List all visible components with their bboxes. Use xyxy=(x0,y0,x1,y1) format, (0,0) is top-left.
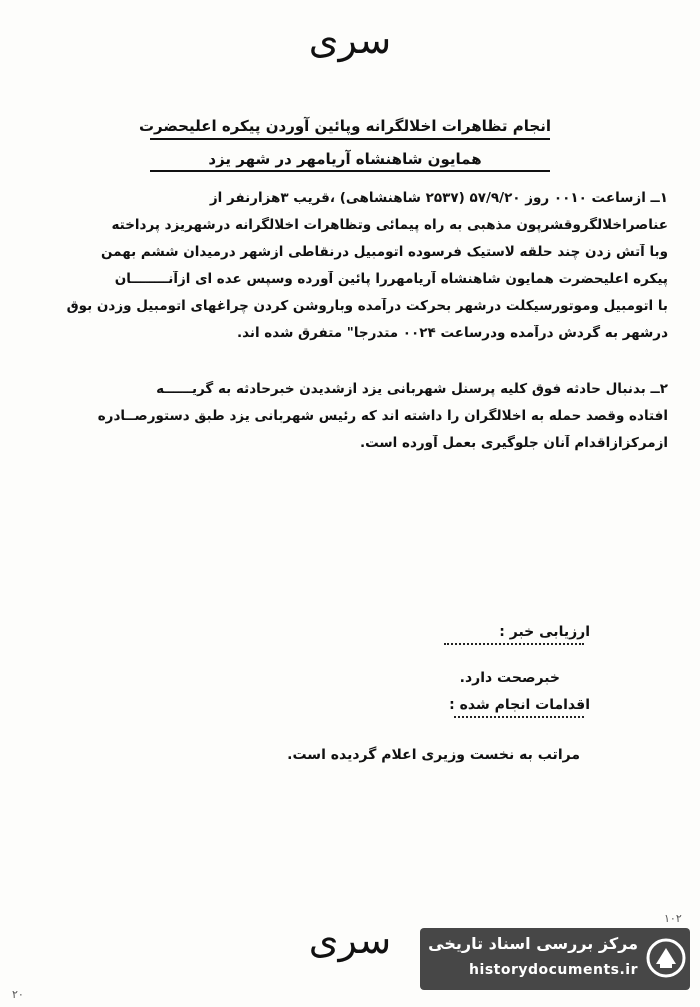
actions-underline xyxy=(454,716,584,718)
classification-mark-top: سرى xyxy=(308,18,392,62)
paragraph1-line-6: درشهر به گردش درآمده ودرساعت ۰۰۲۴ متدرجا" متفرق شده اند. xyxy=(236,325,668,341)
evaluation-underline xyxy=(444,643,584,645)
evaluation-text: خبرصحت دارد. xyxy=(459,670,560,686)
classification-mark-bottom: سرى xyxy=(308,918,392,962)
watermark-banner xyxy=(420,928,690,990)
paragraph1-line-4: پیکره اعلیحضرت همایون شاهنشاه آریامهررا پائین آورده وسپس عده ای ازآنــــــــان xyxy=(114,271,668,287)
title-underline-2 xyxy=(150,170,550,172)
archive-logo-icon xyxy=(646,938,686,978)
paragraph2-line-3: ازمرکزازاقدام آنان جلوگیری بعمل آورده است. xyxy=(359,435,668,451)
paragraph1-line-2: عناصراخلالگروقشرپون مذهبی به راه پیمائی وتظاهرات اخلالگرانه درشهریزد پرداخته xyxy=(111,217,668,233)
paragraph1-line-1: ۱ــ ازساعت ۰۰۱۰ روز ۵۷/۹/۲۰ (۲۵۳۷ شاهنشاهی) ،قریب ۳هزارنفر از xyxy=(209,190,668,206)
document-title-line2: همایون شاهنشاه آریامهر در شهر یزد xyxy=(208,150,482,168)
paragraph1-line-5: با اتومبیل وموتورسیکلت درشهر بحرکت درآمده وباروشن کردن چراغهای اتومبیل وزدن بوق xyxy=(66,298,668,314)
title-underline-1 xyxy=(150,138,550,140)
watermark-url: historydocuments.ir xyxy=(469,962,638,978)
paragraph1-line-3: وبا آتش زدن چند حلقه لاستیک فرسوده اتومبیل درنقاطی ازشهر درمیدان ششم بهمن xyxy=(101,244,668,260)
actions-label: اقدامات انجام شده : xyxy=(449,697,590,713)
margin-note-bottom-left: ۲۰ xyxy=(12,988,24,1001)
evaluation-label: ارزیابی خبر : xyxy=(499,624,590,640)
document-title-line1: انجام تظاهرات اخلالگرانه وپائین آوردن پیکره اعلیحضرت xyxy=(138,117,551,135)
watermark-title: مرکز بررسی اسناد تاریخی xyxy=(428,934,638,953)
margin-note-bottom-right: ۱۰۲ xyxy=(664,912,682,925)
actions-text: مراتب به نخست وزیری اعلام گردیده است. xyxy=(287,747,580,763)
paragraph2-line-2: افتاده وقصد حمله به اخلالگران را داشته اند که رئیس شهربانی یزد طبق دستورصــادره xyxy=(97,408,668,424)
paragraph2-line-1: ۲ــ بدنبال حادثه فوق کلیه پرسنل شهربانی یزد ازشدیدن خبرحادثه به گریــــــه xyxy=(156,381,668,397)
